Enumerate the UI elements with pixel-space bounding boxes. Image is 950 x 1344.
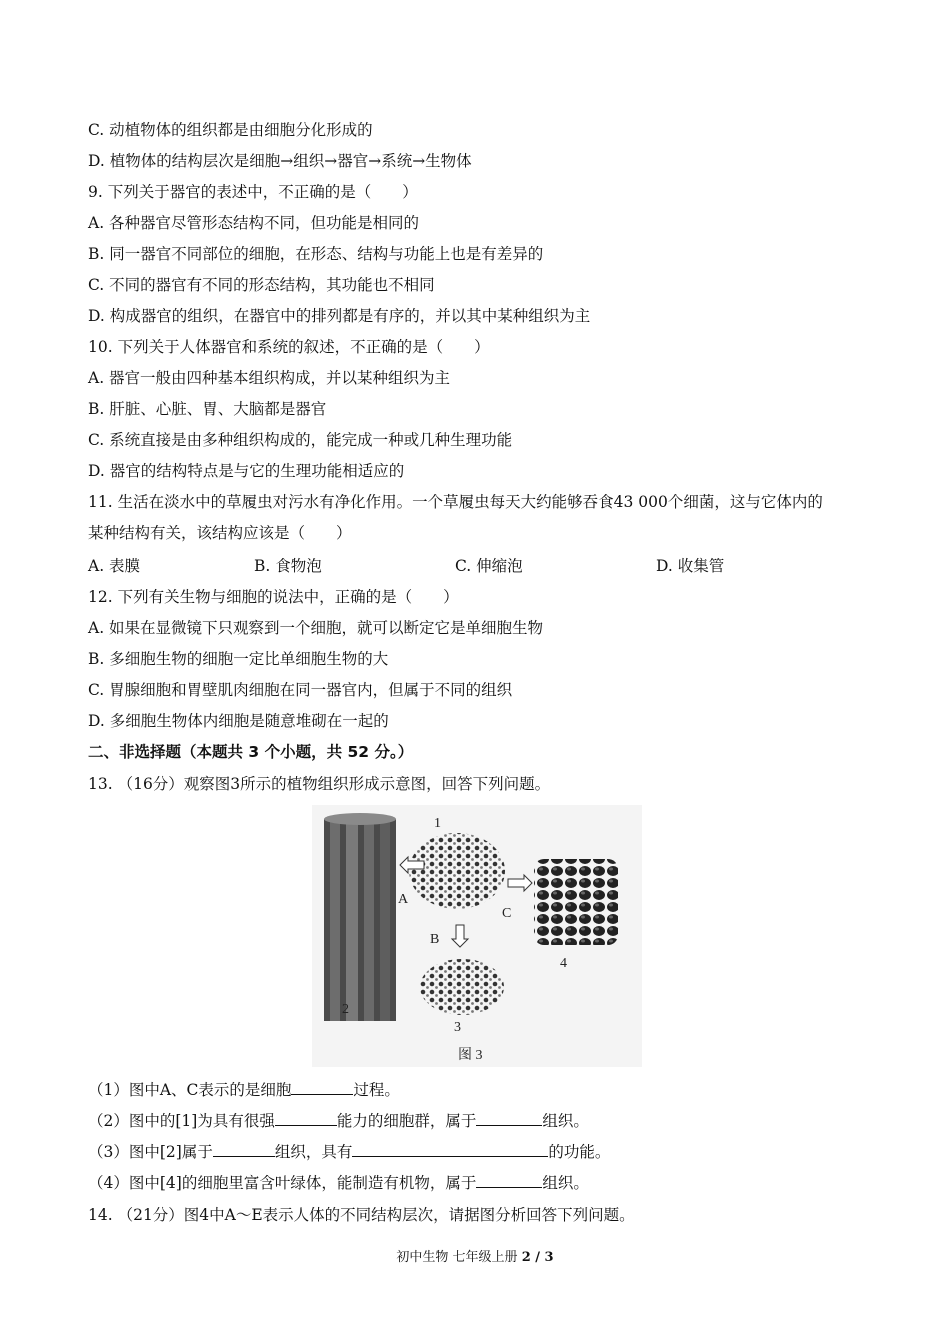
tissue-4-cell-block [534,859,618,945]
q9-option-a: A. 各种器官尽管形态结构不同，但功能是相同的 [88,214,420,232]
q11-stem-cont: 某种结构有关，该结构应该是（ ） [88,524,352,542]
figure-3 [312,805,642,1067]
q12-stem: 12. 下列有关生物与细胞的说法中，正确的是（ ） [88,588,459,606]
q10-option-d: D. 器官的结构特点是与它的生理功能相适应的 [88,462,405,480]
tissue-1-cell-cluster [409,833,505,909]
q12-option-d: D. 多细胞生物体内细胞是随意堆砌在一起的 [88,712,389,730]
q11-option-c: C. 伸缩泡 [455,557,523,575]
footer-title: 初中生物 七年级上册 [396,1250,522,1265]
figure-caption: 图 3 [458,1048,483,1063]
q10-option-a: A. 器官一般由四种基本组织构成，并以某种组织为主 [88,369,451,387]
q10-option-b: B. 肝脏、心脏、胃、大脑都是器官 [88,400,327,418]
figure-label-c: C [502,906,512,921]
q13-sub-1-blank[interactable] [291,1079,353,1095]
q13-sub-3-text-b: 组织，具有 [274,1143,353,1161]
q13-sub-3 [88,1141,610,1162]
q9-option-c: C. 不同的器官有不同的形态结构，其功能也不相同 [88,276,435,294]
q13-sub-2-text-c: 组织。 [542,1112,589,1130]
q9-stem: 9. 下列关于器官的表述中，不正确的是（ ） [88,183,418,201]
q11-option-b: B. 食物泡 [254,557,322,575]
q9-option-d: D. 构成器官的组织，在器官中的排列都是有序的，并以其中某种组织为主 [88,307,591,325]
section-two-heading: 二、非选择题（本题共 3 个小题，共 52 分。） [88,743,414,761]
figure-label-b: B [430,932,440,947]
figure-label-3: 3 [454,1020,461,1035]
figure-label-2: 2 [342,1002,349,1017]
q13-sub-4 [88,1172,589,1193]
q11-option-d: D. 收集管 [656,557,725,575]
q13-sub-3-blank-1[interactable] [213,1141,275,1157]
q8-option-c: C. 动植物体的组织都是由细胞分化形成的 [88,121,373,139]
q12-option-c: C. 胃腺细胞和胃壁肌肉细胞在同一器官内，但属于不同的组织 [88,681,513,699]
q13-sub-4-blank[interactable] [476,1172,542,1188]
plant-tissue-diagram [312,805,642,1067]
figure-label-a: A [398,892,409,907]
tissue-3-cell-cluster [420,959,504,1015]
q13-sub-2 [88,1110,589,1131]
q13-sub-1-text-a: （1）图中A、C表示的是细胞 [88,1081,292,1099]
arrow-b-icon [452,925,468,947]
q10-stem: 10. 下列关于人体器官和系统的叙述，不正确的是（ ） [88,338,490,356]
page-footer [0,1246,950,1265]
q9-option-b: B. 同一器官不同部位的细胞，在形态、结构与功能上也是有差异的 [88,245,544,263]
q13-sub-3-blank-2[interactable] [352,1141,548,1157]
q13-sub-4-text-a: （4）图中[4]的细胞里富含叶绿体，能制造有机物，属于 [88,1174,477,1192]
q13-sub-2-blank-1[interactable] [275,1110,337,1126]
figure-label-4: 4 [560,956,567,971]
tissue-2-conducting-cylinder [324,813,396,1021]
q13-sub-2-text-a: （2）图中的[1]为具有很强 [88,1112,275,1130]
arrow-c-icon [508,875,532,891]
q13-sub-1-text-b: 过程。 [353,1081,400,1099]
q10-option-c: C. 系统直接是由多种组织构成的，能完成一种或几种生理功能 [88,431,513,449]
q13-sub-3-text-a: （3）图中[2]属于 [88,1143,213,1161]
page-number: 2 / 3 [521,1250,554,1265]
q11-option-a: A. 表膜 [88,557,141,575]
q14-stem: 14. （21分）图4中A～E表示人体的不同结构层次，请据图分析回答下列问题。 [88,1206,635,1224]
q13-sub-2-text-b: 能力的细胞群，属于 [336,1112,477,1130]
q13-sub-4-text-b: 组织。 [542,1174,589,1192]
q8-option-d: D. 植物体的结构层次是细胞→组织→器官→系统→生物体 [88,152,472,170]
q13-stem: 13. （16分）观察图3所示的植物组织形成示意图，回答下列问题。 [88,775,551,793]
q13-sub-3-text-c: 的功能。 [548,1143,611,1161]
q12-option-a: A. 如果在显微镜下只观察到一个细胞，就可以断定它是单细胞生物 [88,619,544,637]
q12-option-b: B. 多细胞生物的细胞一定比单细胞生物的大 [88,650,389,668]
q13-sub-2-blank-2[interactable] [476,1110,542,1126]
figure-label-1: 1 [434,816,441,831]
q11-stem: 11. 生活在淡水中的草履虫对污水有净化作用。一个草履虫每天大约能够吞食43 000个细菌，这与它体内的 [88,493,823,511]
q13-sub-1 [88,1079,400,1100]
